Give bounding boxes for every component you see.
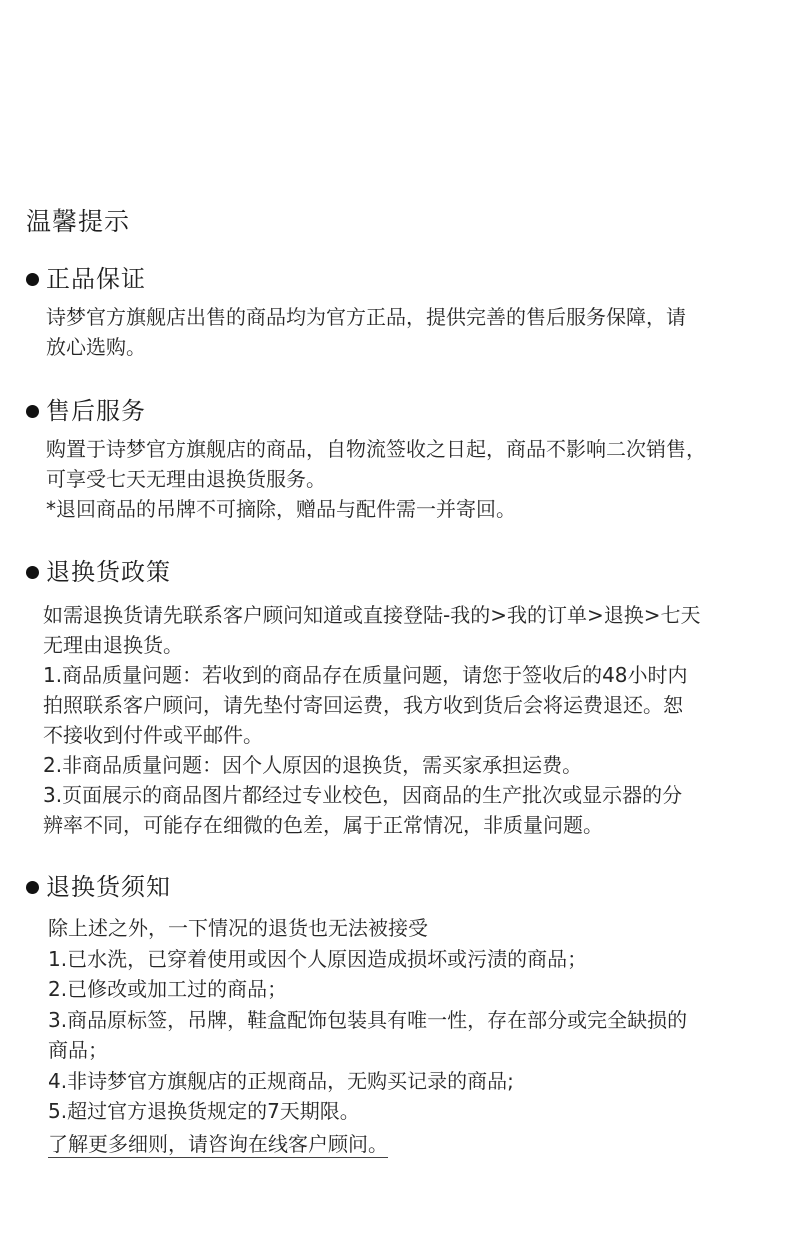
page-title: 温馨提示	[26, 207, 131, 236]
section-header	[26, 554, 776, 590]
body-line: 如需退换货请先联系客户顾问知道或直接登陆-我的>我的订单>退换>七天	[43, 603, 701, 627]
bullet-dot-icon	[26, 566, 39, 579]
section-body	[26, 302, 776, 362]
body-line: 购置于诗梦官方旗舰店的商品，自物流签收之日起，商品不影响二次销售，	[46, 437, 706, 461]
section-header	[26, 393, 776, 429]
section-body	[26, 600, 776, 840]
body-line: 不接收到付件或平邮件。	[43, 723, 263, 747]
body-line: 诗梦官方旗舰店出售的商品均为官方正品，提供完善的售后服务保障，请	[46, 305, 686, 329]
section-authentic-guarantee	[26, 261, 776, 362]
body-line: 2.非商品质量问题：因个人原因的退换货，需买家承担运费。	[43, 753, 583, 777]
bullet-dot-icon	[26, 273, 39, 286]
body-line: 1.商品质量问题：若收到的商品存在质量问题，请您于签收后的48小时内	[43, 663, 688, 687]
body-line: 2.已修改或加工过的商品；	[48, 977, 288, 1001]
body-line: 辨率不同，可能存在细微的色差，属于正常情况，非质量问题。	[43, 813, 603, 837]
body-line: 除上述之外，一下情况的退货也无法被接受	[48, 916, 428, 940]
body-line: 4.非诗梦官方旗舰店的正规商品，无购买记录的商品;	[48, 1068, 514, 1093]
bullet-dot-icon	[26, 405, 39, 418]
section-title: 退换货政策	[46, 558, 171, 586]
section-body	[26, 913, 776, 1158]
body-line: 3.页面展示的商品图片都经过专业校色，因商品的生产批次或显示器的分	[43, 783, 683, 807]
body-line: 可享受七天无理由退换货服务。	[46, 467, 326, 491]
section-after-sales-service	[26, 393, 776, 524]
section-title: 正品保证	[46, 265, 146, 293]
body-line: 3.商品原标签，吊牌，鞋盒配饰包装具有唯一性，存在部分或完全缺损的	[48, 1007, 688, 1032]
section-return-notice	[26, 869, 776, 1158]
body-line: 无理由退换货。	[43, 633, 183, 657]
body-line: 商品；	[48, 1038, 108, 1062]
section-header	[26, 869, 776, 905]
body-line: 5.超过官方退换货规定的7天期限。	[48, 1099, 360, 1123]
consult-advisor-link[interactable]: 了解更多细则，请咨询在线客户顾问。	[48, 1131, 388, 1156]
body-line: 拍照联系客户顾问，请先垫付寄回运费，我方收到货后会将运费退还。恕	[43, 693, 683, 717]
bullet-dot-icon	[26, 881, 39, 894]
section-title: 售后服务	[46, 397, 146, 425]
section-body	[26, 434, 776, 524]
section-title: 退换货须知	[46, 873, 171, 901]
body-line: *退回商品的吊牌不可摘除，赠品与配件需一并寄回。	[46, 497, 516, 521]
body-line: 放心选购。	[46, 335, 146, 359]
section-header	[26, 261, 776, 297]
body-line: 1.已水洗，已穿着使用或因个人原因造成损坏或污渍的商品；	[48, 946, 588, 971]
section-return-policy	[26, 554, 776, 840]
